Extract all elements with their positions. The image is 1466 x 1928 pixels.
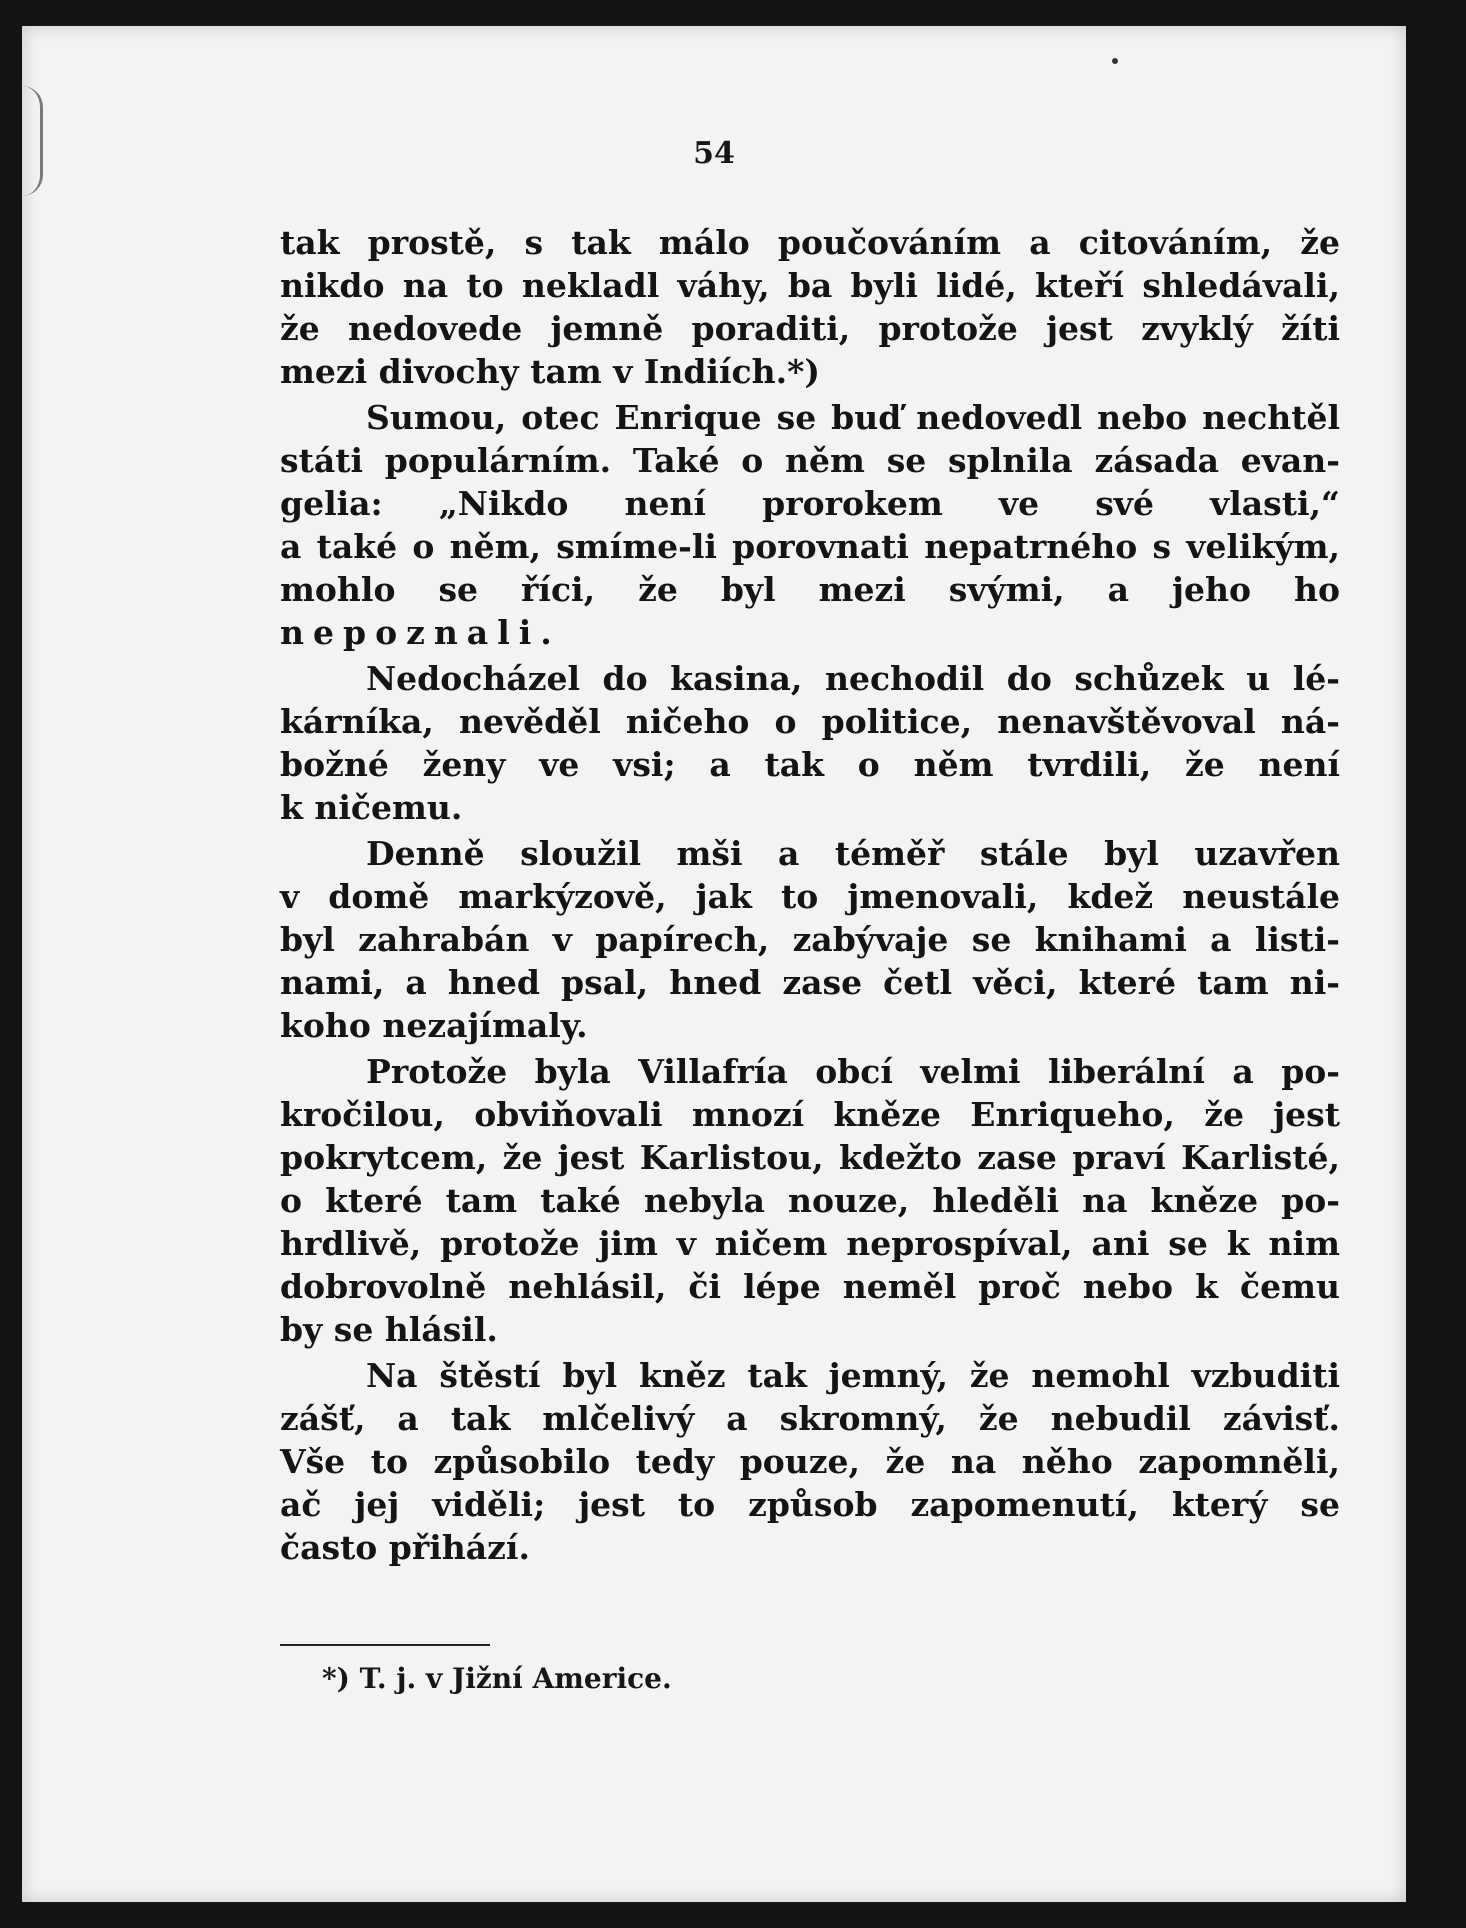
text-line: nami, a hned psal, hned zase četl věci, které tam ni-	[280, 963, 1340, 1002]
text-line: koho nezajímaly.	[280, 1006, 588, 1045]
book-page	[22, 26, 1406, 1902]
text-line: kročilou, obviňovali mnozí kněze Enriqueho, že jest	[280, 1095, 1340, 1134]
text-line: a také o něm, smíme-li porovnati nepatrného s velikým,	[280, 527, 1340, 566]
text-line: mohlo se říci, že byl mezi svými, a jeho ho	[280, 570, 1340, 609]
text-line: tak prostě, s tak málo poučováním a citováním, že	[280, 223, 1340, 262]
paragraph-6	[280, 1354, 1340, 1569]
text-line: Protože byla Villafría obcí velmi liberální a po-	[366, 1052, 1340, 1091]
text-line: o které tam také nebyla nouze, hleděli na kněze po-	[280, 1181, 1340, 1220]
page-number: 54	[693, 136, 735, 171]
paragraph-5	[280, 1050, 1340, 1351]
paragraph-1	[280, 221, 1340, 393]
text-line: nikdo na to nekladl váhy, ba byli lidé, kteří shledávali,	[280, 266, 1340, 305]
paragraph-2	[280, 396, 1340, 654]
text-line: v domě markýzově, jak to jmenovali, kdež neustále	[280, 877, 1340, 916]
text-line: zášť, a tak mlčelivý a skromný, že nebudil závisť.	[280, 1399, 1340, 1438]
text-line: kárníka, nevěděl ničeho o politice, nenavštěvoval ná-	[280, 702, 1340, 741]
text-line: že nedovede jemně poraditi, protože jest zvyklý žíti	[280, 309, 1340, 348]
text-line: nepoznali.	[280, 613, 561, 652]
text-line: Vše to způsobilo tedy pouze, že na něho zapomněli,	[280, 1442, 1340, 1481]
text-line: k ničemu.	[280, 788, 463, 827]
text-line: byl zahrabán v papírech, zabývaje se knihami a listi-	[280, 920, 1340, 959]
text-line: státi populárním. Také o něm se splnila zásada evan-	[280, 441, 1340, 480]
text-line: by se hlásil.	[280, 1310, 498, 1349]
footnote-rule	[280, 1644, 490, 1646]
text-line: Denně sloužil mši a téměř stále byl uzavřen	[366, 834, 1340, 873]
text-line: mezi divochy tam v Indiích.*)	[280, 352, 820, 391]
paragraph-4	[280, 832, 1340, 1047]
body-text	[280, 221, 1340, 1572]
text-line: Na štěstí byl kněz tak jemný, že nemohl vzbuditi	[366, 1356, 1340, 1395]
text-line: Nedocházel do kasina, nechodil do schůzek u lé-	[366, 659, 1340, 698]
text-line: ač jej viděli; jest to způsob zapomenutí, který se	[280, 1485, 1340, 1524]
text-line: pokrytcem, že jest Karlistou, kdežto zase praví Karlisté,	[280, 1138, 1340, 1177]
text-line: dobrovolně nehlásil, či lépe neměl proč nebo k čemu	[280, 1267, 1340, 1306]
paragraph-3	[280, 657, 1340, 829]
text-line: Sumou, otec Enrique se buď nedovedl nebo nechtěl	[366, 398, 1340, 437]
footnote: *) T. j. v Jižní Americe.	[322, 1662, 672, 1695]
text-line: často přihází.	[280, 1528, 530, 1567]
text-line: hrdlivě, protože jim v ničem neprospíval, ani se k nim	[280, 1224, 1340, 1263]
dust-speck	[1112, 58, 1118, 64]
text-line: gelia: „Nikdo není prorokem ve své vlasti,“	[280, 484, 1340, 523]
text-line: božné ženy ve vsi; a tak o něm tvrdili, že není	[280, 745, 1340, 784]
